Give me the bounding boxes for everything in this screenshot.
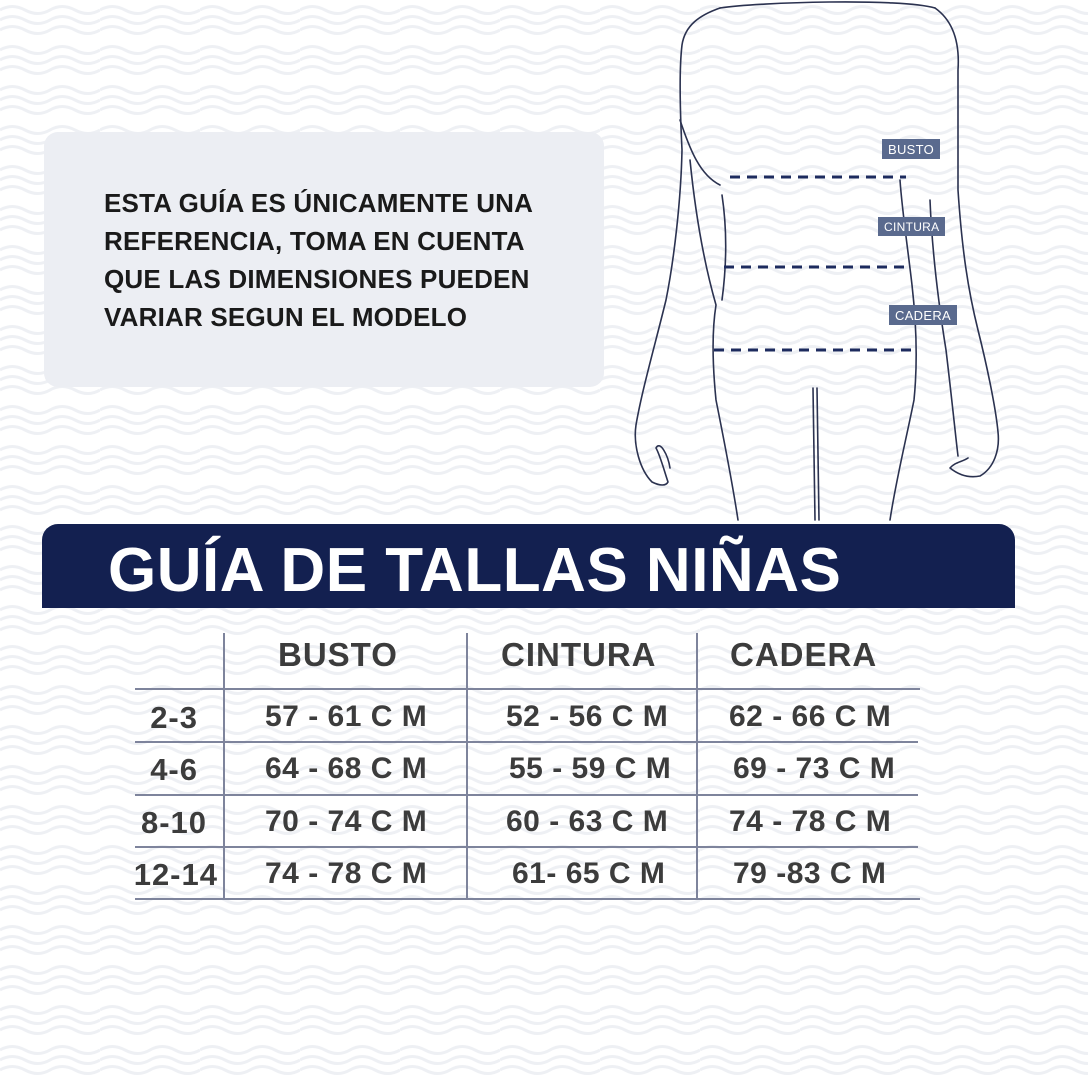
tag-busto: BUSTO — [882, 139, 940, 159]
header-cadera: CADERA — [730, 636, 878, 673]
tag-cintura: CINTURA — [878, 217, 945, 236]
cell-cintura: 52 - 56 C M — [506, 700, 669, 733]
cell-busto: 74 - 78 C M — [265, 857, 428, 890]
cell-cadera: 69 - 73 C M — [733, 752, 896, 785]
table-divider-h3 — [135, 794, 918, 796]
table-divider-v1 — [223, 633, 225, 900]
tag-cadera: CADERA — [889, 305, 957, 325]
header-busto: BUSTO — [278, 636, 398, 673]
table-divider-h5 — [135, 898, 920, 900]
disclaimer-line-1: ESTA GUÍA ES ÚNICAMENTE UNA — [104, 188, 534, 218]
row-size-label: 12-14 — [133, 857, 218, 892]
cell-cintura: 60 - 63 C M — [506, 805, 669, 838]
cell-cadera: 74 - 78 C M — [729, 805, 892, 838]
disclaimer-line-4: VARIAR SEGUN EL MODELO — [104, 302, 468, 332]
header-cintura: CINTURA — [501, 636, 657, 673]
row-size-label: 8-10 — [140, 805, 207, 840]
table-divider-h1 — [135, 688, 920, 690]
cell-busto: 70 - 74 C M — [265, 805, 428, 838]
cell-busto: 64 - 68 C M — [265, 752, 428, 785]
row-size-label: 2-3 — [150, 700, 198, 735]
disclaimer-line-3: QUE LAS DIMENSIONES PUEDEN — [104, 264, 530, 294]
cell-cadera: 62 - 66 C M — [729, 700, 892, 733]
table-divider-v3 — [696, 633, 698, 900]
table-divider-v2 — [466, 633, 468, 900]
page-title: GUÍA DE TALLAS NIÑAS — [108, 536, 842, 605]
cell-cintura: 55 - 59 C M — [509, 752, 672, 785]
disclaimer-text — [104, 184, 584, 336]
table-divider-h2 — [135, 741, 918, 743]
cell-cadera: 79 -83 C M — [733, 857, 887, 890]
row-size-label: 4-6 — [150, 752, 198, 787]
body-outline-figure — [620, 0, 1020, 530]
disclaimer-line-2: REFERENCIA, TOMA EN CUENTA — [104, 226, 525, 256]
cell-cintura: 61- 65 C M — [512, 857, 666, 890]
table-divider-h4 — [135, 846, 918, 848]
cell-busto: 57 - 61 C M — [265, 700, 428, 733]
